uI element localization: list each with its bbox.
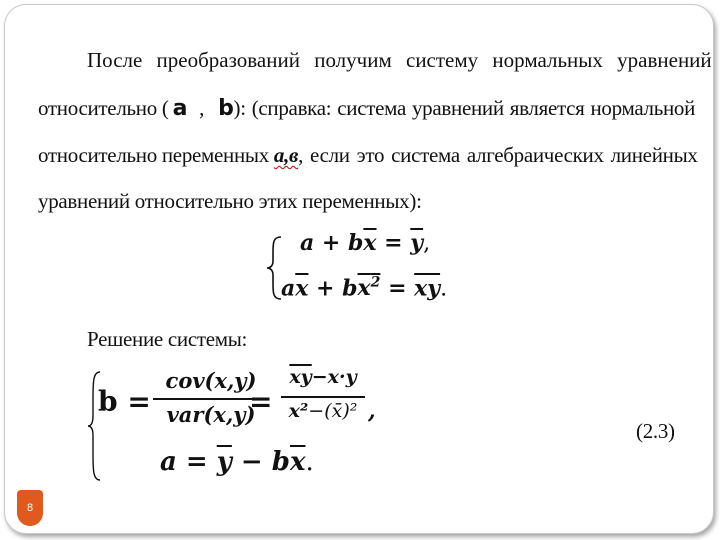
- fraction-2-bar: [281, 396, 365, 398]
- paragraph-line-3-prefix: относительно переменных: [38, 143, 274, 167]
- system-1-equation-2: $a\overline{x} + bx^2 = \overline{xy}$.: [281, 275, 448, 302]
- paragraph-line-3-vars: а,в: [273, 143, 299, 167]
- trailing-comma: ,: [368, 398, 376, 424]
- equation-number: (2.3): [636, 419, 675, 443]
- paragraph-line-2-prefix: относительно (: [38, 96, 169, 120]
- fraction-2-denominator-x2: x²: [288, 400, 309, 422]
- variable-separator: ,: [199, 96, 205, 120]
- fraction-2-numerator-rest: −x·y: [311, 366, 357, 388]
- fraction-2-numerator-xy: $\overline{xy}$: [289, 366, 312, 388]
- paragraph-line-2: [38, 96, 696, 121]
- fraction-2-denominator: [281, 400, 365, 422]
- paragraph-line-1: [87, 48, 712, 73]
- fraction-2: [281, 366, 365, 422]
- b-lhs: b =: [98, 385, 151, 418]
- fraction-2-denominator-rest: −(x̄)²: [308, 400, 358, 422]
- page-number: 8: [26, 502, 34, 514]
- fraction-1-denominator: var(x,y): [166, 402, 256, 427]
- solution-heading: Решение системы:: [87, 327, 248, 351]
- paragraph-line-4-text: уравнений относительно этих переменных):: [38, 189, 422, 213]
- system-2-equation-2: $a = \overline{y} - b\overline{x}$.: [160, 447, 314, 477]
- paragraph-line-1-text: После преобразований получим систему нормальных уравнений: [87, 48, 712, 72]
- paragraph-line-3: [38, 143, 698, 168]
- slide-frame: [4, 4, 714, 534]
- variable-b: b: [218, 96, 234, 121]
- fraction-2-numerator: [281, 366, 365, 394]
- fraction-1-numerator: cov(x,y): [165, 368, 257, 393]
- page-number-badge: [17, 490, 43, 526]
- variable-a: a: [172, 96, 188, 121]
- paragraph-line-4: [38, 189, 422, 214]
- paragraph-line-3-suffix: , если это система алгебраических линейных: [298, 143, 698, 167]
- equals-sign: =: [249, 385, 273, 418]
- system-1-equation-1: $a + b\overline{x} = \overline{y}$,: [300, 230, 431, 256]
- paragraph-line-2-suffix: ): (справка: система уравнений является нормальной: [233, 96, 696, 120]
